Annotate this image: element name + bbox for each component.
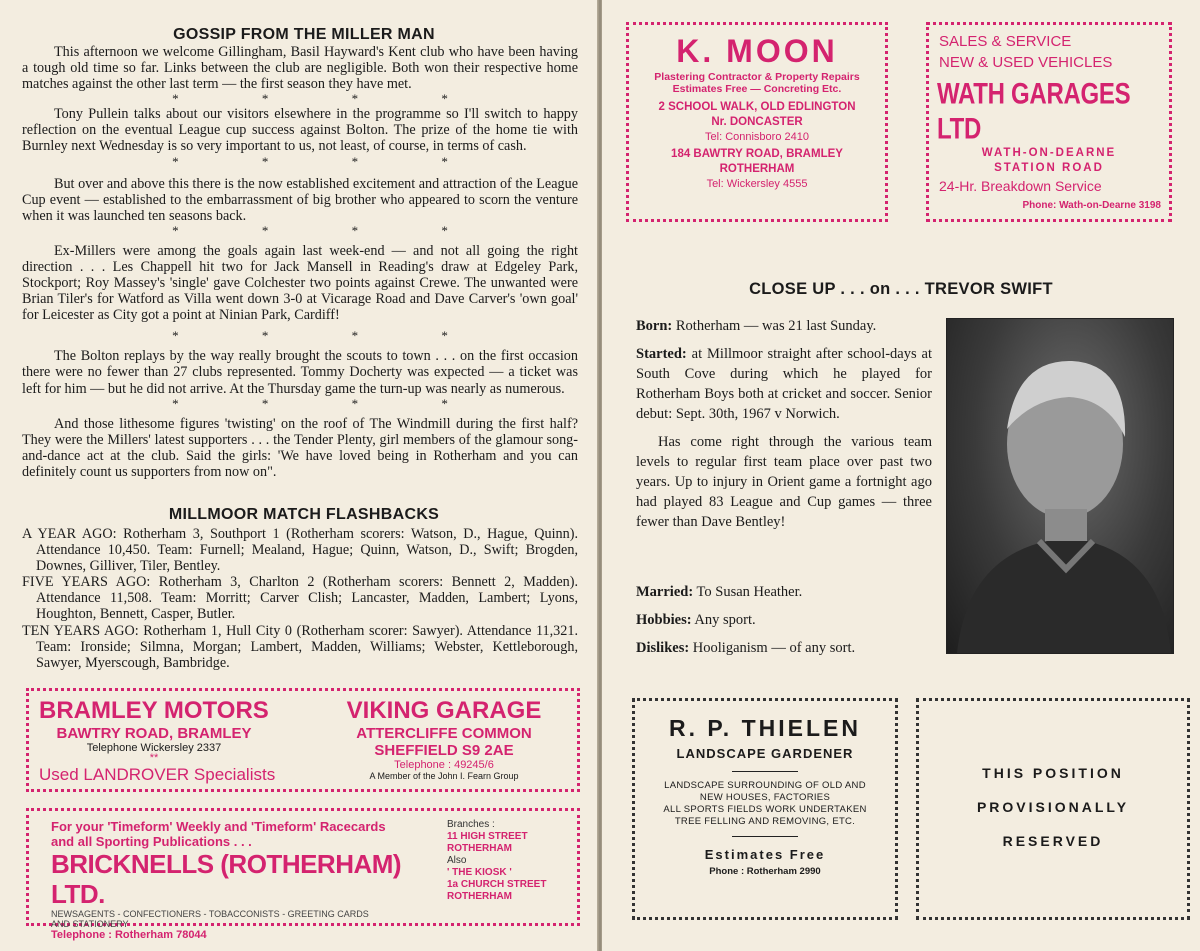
k-moon-estimates: Estimates Free — Concreting Etc. [672, 83, 842, 95]
flashback-item: FIVE YEARS AGO: Rotherham 3, Charlton 2 (Rotherham scorers: Bennett 2, Madden). Attendance 11,508. Team: Morritt; Carver Clish; Lancaster, Madden, Lambert; Lyons, Houghton, Bennett, Casper, Butler. [22, 574, 578, 623]
thielen-service-line: TREE FELLING AND REMOVING, ETC. [674, 816, 856, 827]
married-label: Married: [636, 584, 694, 600]
bricknells-trades-2: AND STATIONERY [51, 919, 129, 929]
closeup-title: CLOSE UP . . . on . . . TREVOR SWIFT [749, 280, 1053, 298]
dislikes-label: Dislikes: [636, 640, 690, 656]
bramley-motors-specialists: Used LANDROVER Specialists [39, 765, 276, 784]
divider [732, 771, 798, 772]
viking-garage-block [319, 697, 569, 781]
thielen-estimates: Estimates Free [704, 847, 826, 862]
married-value: To Susan Heather. [696, 584, 803, 600]
started-value: at Millmoor straight after school-days at South Cove during which he played for Rotherham Boys both at cricket and soccer. Senior debut: Sept. 30th, 1967 v Norwich. [636, 346, 932, 422]
left-page [0, 0, 598, 951]
bricknells-timeform-line: For your 'Timeform' Weekly and 'Timeform' Racecards [51, 819, 386, 834]
viking-garage-phone: Telephone : 49245/6 [394, 759, 494, 771]
wath-address-1: WATH-ON-DEARNE [981, 147, 1117, 159]
gossip-paragraph-1: This afternoon we welcome Gillingham, Basil Hayward's Kent club who have been having a tough old time so far. Links between the club are negligible. Both won their respective home matches against the other last term — the first season they have met. [22, 44, 578, 93]
thielen-name: R. P. THIELEN [669, 715, 861, 741]
separator-stars: * * * * [172, 328, 488, 344]
reserved-line-2: PROVISIONALLY [976, 799, 1130, 815]
gossip-paragraph-6: And those lithesome figures 'twisting' on the roof of The Windmill during the first half? They were the Millers' latest supporters . . . the Tender Plenty, girl members of the glamour song-and-dance act at the club. Said the girls: 'We have loved being in Rotherham and you can definitely count us supporters from now on". [22, 415, 578, 480]
flashback-item: A YEAR AGO: Rotherham 3, Southport 1 (Rotherham scorers: Watson, D., Hague, Quinn). Attendance 10,450. Team: Furnell; Mealand, Hague; Quinn, Watson, D., Swift; Brogden, Downes, Gilliver, Tiler, Bentley. [22, 526, 578, 575]
flashbacks-title: MILLMOOR MATCH FLASHBACKS [168, 506, 440, 523]
bramley-motors-address: BAWTRY ROAD, BRAMLEY [56, 725, 252, 742]
closeup-hobbies [636, 610, 936, 630]
flashbacks-list [22, 526, 578, 671]
closeup-text-bottom [636, 582, 936, 666]
bricknells-trades: NEWSAGENTS - CONFECTIONERS - TOBACCONISTS - GREETING CARDS [51, 909, 369, 919]
separator-stars: * * * * [172, 222, 488, 238]
wath-garages-advert [926, 22, 1172, 222]
reserved-advert [916, 698, 1190, 920]
k-moon-address-2: Nr. DONCASTER [711, 116, 803, 128]
branch-address: 11 HIGH STREET [447, 831, 528, 842]
separator-stars: * * * * [172, 395, 488, 411]
started-label: Started: [636, 346, 687, 362]
thielen-phone: Phone : Rotherham 2990 [709, 866, 821, 877]
closeup-text-top [636, 316, 932, 540]
branch-address: ROTHERHAM [447, 843, 512, 854]
gossip-title: GOSSIP FROM THE MILLER MAN [173, 26, 435, 43]
born-label: Born: [636, 318, 673, 334]
bramley-motors-name: BRAMLEY MOTORS [39, 697, 269, 724]
divider [732, 836, 798, 837]
separator-stars: * * * * [172, 91, 488, 107]
closeup-dislikes [636, 638, 936, 658]
k-moon-address-4: ROTHERHAM [719, 163, 795, 175]
branch-address: ' THE KIOSK ' [447, 867, 512, 878]
bricknells-phone: Telephone : Rotherham 78044 [51, 929, 207, 941]
dislikes-value: Hooliganism — of any sort. [692, 640, 856, 656]
gossip-paragraph-5: The Bolton replays by the way really brought the scouts to town . . . on the first occasion there were no fewer than 27 clubs represented. Tommy Docherty was expected — a ticket was left for him — but he did not arrive. At the Thursday game the turn-up was nearly as numerous. [22, 348, 578, 397]
branches-label: Branches : [447, 819, 495, 830]
closeup-married [636, 582, 936, 602]
viking-garage-member: A Member of the John I. Fearn Group [369, 771, 519, 781]
closeup-started [636, 344, 932, 424]
wath-sales-service: SALES & SERVICE [939, 33, 1072, 50]
bricknells-main [51, 819, 441, 941]
thielen-service-line: LANDSCAPE SURROUNDING OF OLD AND [664, 780, 866, 791]
reserved-line-1: THIS POSITION [982, 765, 1124, 781]
motors-advert [26, 688, 580, 792]
closeup-born [636, 316, 932, 336]
reserved-line-3: RESERVED [1002, 833, 1104, 849]
branch-address: 1a CHURCH STREET [447, 879, 547, 890]
bricknells-advert [26, 808, 580, 941]
wath-garages-name: WATH GARAGES LTD [937, 77, 1131, 146]
closeup-progress: Has come right through the various team levels to regular first team place over past two years. Up to injury in Orient game a fortnight ago had played 83 League and Cup games — three fewer than Dave Bentley! [636, 434, 932, 530]
thielen-advert [632, 698, 898, 920]
viking-garage-address-1: ATTERCLIFFE COMMON [356, 725, 532, 742]
bricknells-name: BRICKNELLS (ROTHERHAM) LTD. [51, 849, 402, 909]
bramley-motors-block [39, 697, 309, 785]
thielen-service-line: ALL SPORTS FIELDS WORK UNDERTAKEN [663, 804, 867, 815]
thielen-service-line: NEW HOUSES, FACTORIES [699, 792, 831, 803]
bramley-motors-stars: ** [149, 752, 159, 764]
wath-address-2: STATION ROAD [994, 162, 1104, 174]
viking-garage-name: VIKING GARAGE [346, 697, 542, 724]
gossip-column [22, 44, 578, 480]
wath-phone: Phone: Wath-on-Dearne 3198 [1022, 200, 1161, 211]
wath-new-used: NEW & USED VEHICLES [939, 54, 1113, 71]
thielen-services [635, 780, 895, 828]
k-moon-tel-2: Tel: Wickersley 4555 [706, 178, 808, 190]
gossip-paragraph-2: Tony Pullein talks about our visitors elsewhere in the programme so I'll switch to happy reflection on the eventual League cup success against Bolton. The prize of the home tie with Burnley next Wednesday is so very important to us, not least, of course, in terms of cash. [22, 106, 578, 155]
separator-stars: * * * * [172, 153, 488, 169]
player-portrait-icon [947, 319, 1173, 653]
viking-garage-address-2: SHEFFIELD S9 2AE [374, 742, 514, 759]
hobbies-label: Hobbies: [636, 612, 692, 628]
gossip-paragraph-4: Ex-Millers were among the goals again last week-end — and not all going the right direction . . . Les Chappell hit two for Jack Mansell in Reading's draw at Edgeley Park, Stockport; Roy Massey's 'single' gave Colchester two points against Crewe. The unwanted were Brian Tiler's for Watford as Villa went down 3-0 at Vicarage Road and Dave Carver's 'own goal' for Leicester as City got a point at Ninian Park, Cardiff! [22, 242, 578, 324]
born-value: Rotherham — was 21 last Sunday. [675, 318, 877, 334]
bricknells-branches [447, 819, 577, 903]
k-moon-address-3: 184 BAWTRY ROAD, BRAMLEY [671, 148, 843, 160]
right-page [602, 0, 1200, 951]
k-moon-trade: Plastering Contractor & Property Repairs [654, 71, 860, 83]
gossip-paragraph-3: But over and above this there is the now established excitement and attraction of the League Cup event — established to the embarrassment of big brother who appeared to scorn the venture when it was launched ten seasons back. [22, 175, 578, 224]
hobbies-value: Any sport. [694, 612, 756, 628]
branch-address: ROTHERHAM [447, 891, 512, 902]
wath-breakdown-service: 24-Hr. Breakdown Service [939, 178, 1102, 194]
k-moon-address-1: 2 SCHOOL WALK, OLD EDLINGTON [658, 101, 856, 113]
player-photo [946, 318, 1174, 654]
k-moon-tel-1: Tel: Connisboro 2410 [705, 131, 809, 143]
k-moon-name: K. MOON [676, 33, 838, 69]
branches-also: Also [447, 855, 467, 866]
k-moon-advert [626, 22, 888, 222]
bramley-motors-phone: Telephone Wickersley 2337 [86, 742, 222, 754]
flashback-item: TEN YEARS AGO: Rotherham 1, Hull City 0 (Rotherham scorer: Sawyer). Attendance 11,321. Team: Ironside; Silmna, Morgan; Lambert, Madden, Williams; Webster, Kettleborough, Sawyer, Myerscough, Bambridge. [22, 622, 578, 671]
bricknells-publications-line: and all Sporting Publications . . . [51, 834, 252, 849]
thielen-trade: LANDSCAPE GARDENER [676, 746, 854, 761]
